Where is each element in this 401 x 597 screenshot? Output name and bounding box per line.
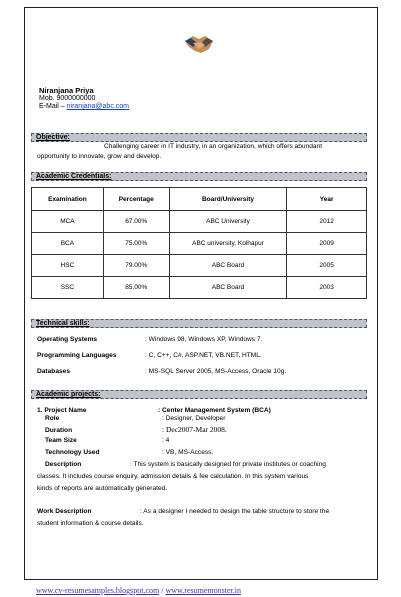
- skill-label: [37, 336, 97, 343]
- handshake-icon: [183, 33, 215, 55]
- academic-table: [31, 187, 367, 299]
- table-cell: 2003: [287, 277, 367, 299]
- description-line1: : This system is basically designed for private institutes or coaching: [130, 461, 326, 468]
- skill-label-text: Databases: [37, 368, 70, 375]
- role-value: : Designer, Developer: [162, 415, 226, 422]
- table-cell: 79.00%: [103, 255, 169, 277]
- objective-text-line1: Challenging career in IT industry, in an organization, which offers abundant: [104, 143, 323, 150]
- email-label: E-Mail –: [39, 103, 67, 110]
- table-row: [32, 233, 367, 255]
- technology-label: Technology Used: [45, 449, 100, 456]
- work-description-line1: : As a designer I needed to design the table structure to store the: [140, 508, 330, 515]
- technical-heading: Technical skills:: [31, 319, 367, 328]
- email-link[interactable]: niranjana@abc.com: [66, 103, 129, 110]
- table-cell: 2009: [287, 233, 367, 255]
- email-line: [39, 103, 129, 110]
- table-row: [32, 211, 367, 233]
- table-cell: 75.00%: [103, 233, 169, 255]
- skill-value: : Windows 98, Windows XP, Windows 7.: [145, 336, 263, 343]
- footer-separator: /: [159, 586, 166, 595]
- table-row: [32, 255, 367, 277]
- table-cell: MCA: [32, 211, 104, 233]
- table-cell: SSC: [32, 277, 104, 299]
- description-line3: kinds of reports are automatically generated.: [37, 485, 168, 492]
- footer-link-resumemonster[interactable]: www.resumemonster.in: [165, 586, 241, 595]
- duration-label: Duration: [45, 427, 73, 434]
- table-cell: ABC Board: [169, 277, 287, 299]
- table-cell: HSC: [32, 255, 104, 277]
- academic-heading: Academic Credentials:: [31, 172, 367, 181]
- column-header: Examination: [32, 188, 104, 211]
- table-cell: 2012: [287, 211, 367, 233]
- skill-label: [37, 352, 117, 359]
- projects-heading: Academic projects:: [31, 390, 367, 399]
- work-description-label: Work Description: [37, 508, 92, 515]
- table-cell: 67.00%: [103, 211, 169, 233]
- team-size-value: : 4: [162, 437, 170, 444]
- objective-heading: Objective:: [31, 133, 367, 142]
- skill-label-text: Operating Systems: [37, 336, 98, 343]
- skill-label: [37, 368, 70, 375]
- mobile-number: Mob. 9000000000: [39, 95, 96, 102]
- table-cell: BCA: [32, 233, 104, 255]
- skill-label-text: Programming Languages: [37, 352, 117, 359]
- table-cell: ABC University: [169, 211, 287, 233]
- description-line2: classes. It includes course enquiry, admission details & fee calculation. In this system various: [37, 473, 309, 480]
- column-header: Board/University: [169, 188, 287, 211]
- skill-value: : MS-SQL Server 2005, MS-Access, Oracle 10g.: [145, 368, 287, 375]
- work-description-line2: student information & course details.: [37, 520, 144, 527]
- team-size-label: Team Size: [45, 437, 77, 444]
- table-cell: 2005: [287, 255, 367, 277]
- table-row: [32, 277, 367, 299]
- duration-value: : Dec2007-Mar 2008.: [162, 425, 227, 434]
- footer-link-cv-resumesamples[interactable]: www.cv-resumesamples.blogspot.com: [36, 586, 160, 595]
- candidate-name: Niranjana Priya: [39, 86, 94, 95]
- table-cell: 85.00%: [103, 277, 169, 299]
- table-cell: ABC university, Kolhapur: [169, 233, 287, 255]
- role-label: Role: [45, 415, 60, 422]
- skill-value: : C, C++, C#, ASP.NET, VB.NET, HTML.: [145, 352, 262, 359]
- objective-text-line2: opportunity to innovate, grow and develop.: [37, 153, 162, 160]
- column-header: Year: [287, 188, 367, 211]
- description-label: Description: [45, 461, 82, 468]
- project-name-value: : Center Management System (BCA): [158, 407, 271, 414]
- footer-links: [36, 586, 241, 595]
- column-header: Percentage: [103, 188, 169, 211]
- table-cell: ABC Board: [169, 255, 287, 277]
- technology-value: : VB, MS-Access.: [162, 449, 214, 456]
- project-name-label: 1. Project Name: [37, 407, 87, 414]
- table-header-row: [32, 188, 367, 211]
